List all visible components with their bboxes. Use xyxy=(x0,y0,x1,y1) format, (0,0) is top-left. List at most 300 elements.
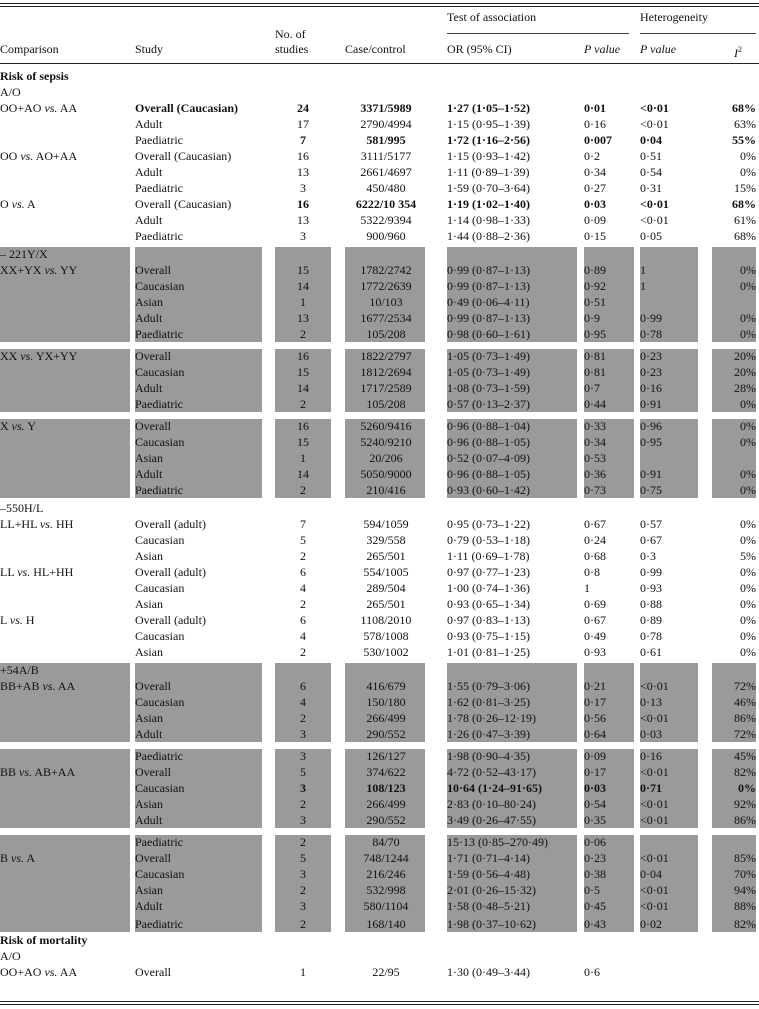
cell-i2: 15% xyxy=(734,181,756,195)
table-row xyxy=(0,396,759,412)
cell-study: Adult xyxy=(135,311,163,325)
cell-het-p-value: 0·95 xyxy=(640,435,662,449)
cell-case-control: 216/246 xyxy=(366,867,406,881)
cell-study: Overall (Caucasian) xyxy=(135,149,232,163)
cell-case-control: 3371/5989 xyxy=(360,101,412,115)
cell-n-studies: 16 xyxy=(297,419,309,433)
cell-or-ci: 1·58 (0·48–5·21) xyxy=(447,899,530,913)
cell-p-value: 0·73 xyxy=(584,483,606,497)
cell-p-value: 0·16 xyxy=(584,117,606,131)
cell-study: Overall (adult) xyxy=(135,517,206,531)
cell-n-studies: 4 xyxy=(300,629,306,643)
cell-comparison: XX vs. YX+YY xyxy=(0,349,78,363)
cell-het-p-value: 0·96 xyxy=(640,419,662,433)
cell-or-ci: 1·78 (0·26–12·19) xyxy=(447,711,536,725)
cell-or-ci: 1·27 (1·05–1·52) xyxy=(447,101,530,115)
cell-i2: 63% xyxy=(734,117,756,131)
table-row xyxy=(0,548,759,564)
cell-i2: 72% xyxy=(734,727,756,741)
cell-or-ci: 1·11 (0·89–1·39) xyxy=(447,165,530,179)
cell-or-ci: 0·93 (0·65–1·34) xyxy=(447,597,530,611)
cell-case-control: 5322/9394 xyxy=(360,213,412,227)
cell-het-p-value: 1 xyxy=(640,263,646,277)
cell-n-studies: 2 xyxy=(300,397,306,411)
cell-het-p-value: <0·01 xyxy=(640,197,669,211)
cell-i2: 0% xyxy=(740,533,756,547)
cell-i2: 0% xyxy=(740,263,756,277)
cell-p-value: 0·45 xyxy=(584,899,606,913)
cell-het-p-value: 0·3 xyxy=(640,549,656,563)
cell-p-value: 0·7 xyxy=(584,381,600,395)
cell-het-p-value: 0·99 xyxy=(640,311,662,325)
cell-or-ci: 0·79 (0·53–1·18) xyxy=(447,533,530,547)
table-row xyxy=(0,580,759,596)
cell-i2: 0% xyxy=(740,581,756,595)
cell-het-p-value: 0·61 xyxy=(640,645,662,659)
cell-het-p-value: 0·23 xyxy=(640,365,662,379)
cell-het-p-value: 0·71 xyxy=(640,781,663,795)
cell-or-ci: 0·93 (0·60–1·42) xyxy=(447,483,530,497)
cell-p-value: 0·35 xyxy=(584,813,606,827)
cell-n-studies: 4 xyxy=(300,695,306,709)
cell-i2: 0% xyxy=(740,645,756,659)
cell-n-studies: 13 xyxy=(297,165,309,179)
table-row xyxy=(0,450,759,466)
cell-case-control: 10/103 xyxy=(369,295,403,309)
table-row xyxy=(0,710,759,726)
cell-study: Caucasian xyxy=(135,629,185,643)
cell-p-value: 0·09 xyxy=(584,749,606,763)
cell-het-p-value: 0·91 xyxy=(640,467,662,481)
cell-comparison: LL+HL vs. HH xyxy=(0,517,74,531)
cell-p-value: 0·27 xyxy=(584,181,606,195)
table-row xyxy=(0,180,759,196)
cell-n-studies: 5 xyxy=(300,851,306,865)
cell-het-p-value: 0·57 xyxy=(640,517,662,531)
cell-p-value: 0·51 xyxy=(584,295,606,309)
cell-case-control: 290/552 xyxy=(366,813,406,827)
cell-study: Overall xyxy=(135,679,171,693)
table-row xyxy=(0,364,759,380)
cell-or-ci: 0·99 (0·87–1·13) xyxy=(447,311,530,325)
cell-study: Paediatric xyxy=(135,229,183,243)
cell-p-value: 0·15 xyxy=(584,229,606,243)
cell-study: Asian xyxy=(135,549,163,563)
cell-n-studies: 2 xyxy=(300,917,306,931)
cell-case-control: 450/480 xyxy=(366,181,406,195)
cell-n-studies: 4 xyxy=(300,581,306,595)
cell-i2: 0% xyxy=(740,419,756,433)
cell-case-control: 1772/2639 xyxy=(360,279,412,293)
cell-study: Caucasian xyxy=(135,533,185,547)
table-row xyxy=(0,612,759,628)
cell-comparison: OO vs. AO+AA xyxy=(0,149,78,163)
cell-study: Adult xyxy=(135,165,163,179)
cell-het-p-value: <0·01 xyxy=(640,899,669,913)
cell-het-p-value: 0·99 xyxy=(640,565,662,579)
cell-het-p-value: <0·01 xyxy=(640,883,669,897)
cell-p-value: 0·54 xyxy=(584,797,606,811)
cell-p-value: 0·38 xyxy=(584,867,606,881)
cell-p-value: 0·33 xyxy=(584,419,606,433)
cell-comparison: OO+AO vs. AA xyxy=(0,965,78,979)
cell-het-p-value: 0·31 xyxy=(640,181,662,195)
cell-study: Caucasian xyxy=(135,365,185,379)
cell-study: Asian xyxy=(135,711,163,725)
cell-het-p-value: 0·23 xyxy=(640,349,662,363)
table-row xyxy=(0,516,759,532)
cell-het-p-value: <0·01 xyxy=(640,679,669,693)
cell-or-ci: 0·98 (0·60–1·61) xyxy=(447,327,530,341)
cell-i2: 0% xyxy=(740,311,756,325)
cell-study: Asian xyxy=(135,797,163,811)
cell-p-value: 0·49 xyxy=(584,629,606,643)
cell-or-ci: 0·96 (0·88–1·05) xyxy=(447,435,530,449)
cell-comparison: BB vs. AB+AA xyxy=(0,765,76,779)
cell-or-ci: 1·15 (0·95–1·39) xyxy=(447,117,530,131)
cell-case-control: 1822/2797 xyxy=(360,349,412,363)
table-row xyxy=(0,500,759,516)
cell-study: Caucasian xyxy=(135,581,185,595)
cell-case-control: 265/501 xyxy=(366,597,406,611)
cell-p-value: 0·89 xyxy=(584,263,606,277)
cell-n-studies: 5 xyxy=(300,533,306,547)
cell-or-ci: 1·71 (0·71–4·14) xyxy=(447,851,530,865)
table-row xyxy=(0,796,759,812)
cell-p-value: 0·93 xyxy=(584,645,606,659)
cell-study: Paediatric xyxy=(135,133,183,147)
cell-het-p-value: 1 xyxy=(640,279,646,293)
cell-n-studies: 16 xyxy=(297,349,309,363)
cell-case-control: 126/127 xyxy=(366,749,406,763)
cell-n-studies: 24 xyxy=(297,101,309,115)
cell-p-value: 0·09 xyxy=(584,213,606,227)
cell-study: Adult xyxy=(135,381,163,395)
table-row xyxy=(0,434,759,450)
table-row xyxy=(0,596,759,612)
cell-or-ci: 1·62 (0·81–3·25) xyxy=(447,695,530,709)
cell-or-ci: 0·97 (0·77–1·23) xyxy=(447,565,530,579)
cell-case-control: 2661/4697 xyxy=(360,165,412,179)
cell-n-studies: 13 xyxy=(297,213,309,227)
cell-or-ci: 0·96 (0·88–1·04) xyxy=(447,419,530,433)
cell-or-ci: 0·96 (0·88–1·05) xyxy=(447,467,530,481)
cell-study: Overall xyxy=(135,419,171,433)
header-study: Study xyxy=(135,42,164,56)
cell-n-studies: 2 xyxy=(300,645,306,659)
header-comparison: Comparison xyxy=(0,42,59,56)
cell-study: Adult xyxy=(135,117,163,131)
cell-case-control: 900/960 xyxy=(366,229,406,243)
cell-i2: 92% xyxy=(734,797,756,811)
cell-or-ci: 1·19 (1·02–1·40) xyxy=(447,197,530,211)
cell-comparison: OO+AO vs. AA xyxy=(0,101,78,115)
table-row xyxy=(0,948,759,964)
cell-i2: 0% xyxy=(740,629,756,643)
cell-i2: 20% xyxy=(734,365,756,379)
cell-het-p-value: 0·89 xyxy=(640,613,662,627)
cell-p-value: 1 xyxy=(584,581,590,595)
cell-het-p-value: 0·54 xyxy=(640,165,662,179)
table-row xyxy=(0,294,759,310)
cell-n-studies: 3 xyxy=(300,181,306,195)
cell-het-p-value: 0·67 xyxy=(640,533,662,547)
cell-case-control: 530/1002 xyxy=(363,645,409,659)
cell-n-studies: 3 xyxy=(300,727,306,741)
cell-or-ci: 1·98 (0·37–10·62) xyxy=(447,917,536,931)
cell-study: Paediatric xyxy=(135,749,183,763)
cell-het-p-value: 0·93 xyxy=(640,581,662,595)
cell-n-studies: 6 xyxy=(300,679,306,693)
cell-case-control: 20/206 xyxy=(369,451,403,465)
cell-case-control: 105/208 xyxy=(366,327,406,341)
cell-case-control: 266/499 xyxy=(366,797,406,811)
cell-p-value: 0·17 xyxy=(584,765,606,779)
cell-case-control: 1108/2010 xyxy=(360,613,412,627)
cell-het-p-value: 0·88 xyxy=(640,597,662,611)
cell-study: Overall xyxy=(135,349,171,363)
table-row xyxy=(0,532,759,548)
cell-case-control: 5050/9000 xyxy=(360,467,412,481)
cell-p-value: 0·9 xyxy=(584,311,600,325)
cell-het-p-value: 0·75 xyxy=(640,483,662,497)
cell-study: Adult xyxy=(135,727,163,741)
cell-p-value: 0·24 xyxy=(584,533,606,547)
cell-i2: 45% xyxy=(734,749,756,763)
cell-i2: 94% xyxy=(734,883,756,897)
header-het-p-value: P value xyxy=(640,42,677,56)
cell-study: Paediatric xyxy=(135,835,183,849)
cell-or-ci: 1·08 (0·73–1·59) xyxy=(447,381,530,395)
table-row xyxy=(0,662,759,678)
cell-study: Caucasian xyxy=(135,279,185,293)
cell-or-ci: 2·83 (0·10–80·24) xyxy=(447,797,536,811)
cell-study: Overall (adult) xyxy=(135,613,206,627)
table-row xyxy=(0,466,759,482)
cell-case-control: 1782/2742 xyxy=(360,263,412,277)
cell-p-value: 0·8 xyxy=(584,565,600,579)
cell-study: Asian xyxy=(135,597,163,611)
cell-study: Overall (Caucasian) xyxy=(135,101,238,115)
cell-case-control: 532/998 xyxy=(366,883,406,897)
table-row xyxy=(0,898,759,914)
table-row xyxy=(0,262,759,278)
cell-p-value: 0·03 xyxy=(584,781,607,795)
cell-n-studies: 1 xyxy=(300,451,306,465)
cell-het-p-value: <0·01 xyxy=(640,711,669,725)
cell-n-studies: 2 xyxy=(300,883,306,897)
cell-or-ci: 1·44 (0·88–2·36) xyxy=(447,229,530,243)
cell-p-value: 0·67 xyxy=(584,517,606,531)
cell-study: Paediatric xyxy=(135,181,183,195)
table-row xyxy=(0,764,759,780)
table-row xyxy=(0,780,759,796)
cell-n-studies: 15 xyxy=(297,365,309,379)
cell-p-value: 0·95 xyxy=(584,327,606,341)
table-row xyxy=(0,148,759,164)
cell-study: Overall xyxy=(135,965,171,979)
cell-i2: 20% xyxy=(734,349,756,363)
table-row xyxy=(0,326,759,342)
cell-n-studies: 7 xyxy=(300,133,306,147)
cell-study: Paediatric xyxy=(135,327,183,341)
bottom-rule xyxy=(0,1001,759,1002)
cell-case-control: 748/1244 xyxy=(363,851,409,865)
cell-n-studies: 17 xyxy=(297,117,309,131)
cell-n-studies: 3 xyxy=(300,899,306,913)
cell-het-p-value: 0·51 xyxy=(640,149,662,163)
cell-p-value: 0·5 xyxy=(584,883,600,897)
cell-i2: 0% xyxy=(740,327,756,341)
cell-comparison: Risk of sepsis xyxy=(0,69,69,83)
header-p-value: P value xyxy=(584,42,621,56)
cell-case-control: 3111/5177 xyxy=(360,149,412,163)
cell-study: Overall (adult) xyxy=(135,565,206,579)
cell-n-studies: 3 xyxy=(300,813,306,827)
cell-i2: 85% xyxy=(734,851,756,865)
cell-case-control: 265/501 xyxy=(366,549,406,563)
cell-or-ci: 1·55 (0·79–3·06) xyxy=(447,679,530,693)
table-row xyxy=(0,246,759,262)
cell-i2: 0% xyxy=(740,483,756,497)
cell-case-control: 554/1005 xyxy=(363,565,409,579)
cell-n-studies: 14 xyxy=(297,381,309,395)
cell-study: Overall xyxy=(135,765,171,779)
cell-i2: 28% xyxy=(734,381,756,395)
cell-n-studies: 1 xyxy=(300,965,306,979)
cell-or-ci: 15·13 (0·85–270·49) xyxy=(447,835,548,849)
cell-n-studies: 6 xyxy=(300,613,306,627)
cell-n-studies: 15 xyxy=(297,263,309,277)
table-row xyxy=(0,834,759,850)
cell-het-p-value: 0·04 xyxy=(640,133,663,147)
cell-study: Asian xyxy=(135,645,163,659)
cell-study: Asian xyxy=(135,295,163,309)
table-row xyxy=(0,196,759,212)
cell-case-control: 594/1059 xyxy=(363,517,409,531)
cell-het-p-value: <0·01 xyxy=(640,765,669,779)
table-row xyxy=(0,628,759,644)
cell-study: Paediatric xyxy=(135,397,183,411)
cell-i2: 61% xyxy=(734,213,756,227)
table-row xyxy=(0,482,759,498)
cell-p-value: 0·21 xyxy=(584,679,606,693)
cell-p-value: 0·67 xyxy=(584,613,606,627)
cell-i2: 0% xyxy=(738,781,756,795)
cell-n-studies: 2 xyxy=(300,483,306,497)
header-heterogeneity: Heterogeneity xyxy=(640,10,708,24)
cell-comparison: LL vs. HL+HH xyxy=(0,565,74,579)
table-row xyxy=(0,748,759,764)
cell-p-value: 0·68 xyxy=(584,549,606,563)
cell-study: Paediatric xyxy=(135,483,183,497)
header-case-control: Case/control xyxy=(345,42,406,56)
cell-n-studies: 5 xyxy=(300,765,306,779)
cell-het-p-value: <0·01 xyxy=(640,101,669,115)
cell-case-control: 266/499 xyxy=(366,711,406,725)
cell-p-value: 0·34 xyxy=(584,165,606,179)
cell-study: Overall xyxy=(135,263,171,277)
cell-study: Asian xyxy=(135,451,163,465)
table-row xyxy=(0,726,759,742)
cell-study: Asian xyxy=(135,883,163,897)
cell-i2: 0% xyxy=(740,613,756,627)
cell-i2: 0% xyxy=(740,435,756,449)
cell-study: Caucasian xyxy=(135,435,185,449)
top-rule xyxy=(0,3,759,4)
table-row xyxy=(0,964,759,980)
cell-case-control: 84/70 xyxy=(372,835,400,849)
cell-n-studies: 3 xyxy=(300,867,306,881)
cell-case-control: 210/416 xyxy=(366,483,406,497)
table-row xyxy=(0,866,759,882)
cell-or-ci: 0·93 (0·75–1·15) xyxy=(447,629,530,643)
cell-i2: 68% xyxy=(732,101,756,115)
cell-study: Adult xyxy=(135,467,163,481)
header-test-of-association: Test of association xyxy=(447,10,537,24)
cell-case-control: 290/552 xyxy=(366,727,406,741)
cell-n-studies: 16 xyxy=(297,149,309,163)
cell-or-ci: 4·72 (0·52–43·17) xyxy=(447,765,536,779)
bottom-rule-2 xyxy=(0,1004,759,1005)
cell-p-value: 0·56 xyxy=(584,711,606,725)
cell-or-ci: 1·05 (0·73–1·49) xyxy=(447,365,530,379)
cell-case-control: 22/95 xyxy=(372,965,400,979)
cell-or-ci: 2·01 (0·26–15·32) xyxy=(447,883,536,897)
cell-i2: 82% xyxy=(734,765,756,779)
cell-p-value: 0·01 xyxy=(584,101,607,115)
cell-study: Overall (Caucasian) xyxy=(135,197,232,211)
cell-i2: 0% xyxy=(740,467,756,481)
cell-i2: 68% xyxy=(732,197,756,211)
cell-case-control: 2790/4994 xyxy=(360,117,412,131)
cell-or-ci: 1·11 (0·69–1·78) xyxy=(447,549,530,563)
cell-n-studies: 6 xyxy=(300,565,306,579)
cell-i2: 70% xyxy=(734,867,756,881)
cell-case-control: 150/180 xyxy=(366,695,406,709)
cell-or-ci: 0·97 (0·83–1·13) xyxy=(447,613,530,627)
table-row xyxy=(0,100,759,116)
table-row xyxy=(0,882,759,898)
table-row xyxy=(0,310,759,326)
cell-or-ci: 1·30 (0·49–3·44) xyxy=(447,965,530,979)
cell-het-p-value: <0·01 xyxy=(640,851,669,865)
cell-case-control: 374/622 xyxy=(366,765,406,779)
cell-comparison: +54A/B xyxy=(0,663,39,677)
cell-n-studies: 2 xyxy=(300,711,306,725)
cell-i2: 0% xyxy=(740,165,756,179)
cell-het-p-value: 0·16 xyxy=(640,749,662,763)
header-no-studies-line1: No. of xyxy=(275,27,306,41)
test-group-rule xyxy=(447,33,629,34)
cell-or-ci: 1·14 (0·98–1·33) xyxy=(447,213,530,227)
cell-i2: 0% xyxy=(740,397,756,411)
cell-case-control: 5260/9416 xyxy=(360,419,412,433)
cell-n-studies: 3 xyxy=(300,749,306,763)
cell-case-control: 1717/2589 xyxy=(360,381,412,395)
cell-het-p-value: 0·04 xyxy=(640,867,662,881)
table-row xyxy=(0,348,759,364)
cell-case-control: 578/1008 xyxy=(363,629,409,643)
table-row xyxy=(0,132,759,148)
cell-study: Overall xyxy=(135,851,171,865)
cell-case-control: 108/123 xyxy=(366,781,406,795)
cell-study: Adult xyxy=(135,813,163,827)
cell-het-p-value: 0·16 xyxy=(640,381,662,395)
cell-i2: 0% xyxy=(740,565,756,579)
cell-study: Caucasian xyxy=(135,781,185,795)
cell-p-value: 0·92 xyxy=(584,279,606,293)
